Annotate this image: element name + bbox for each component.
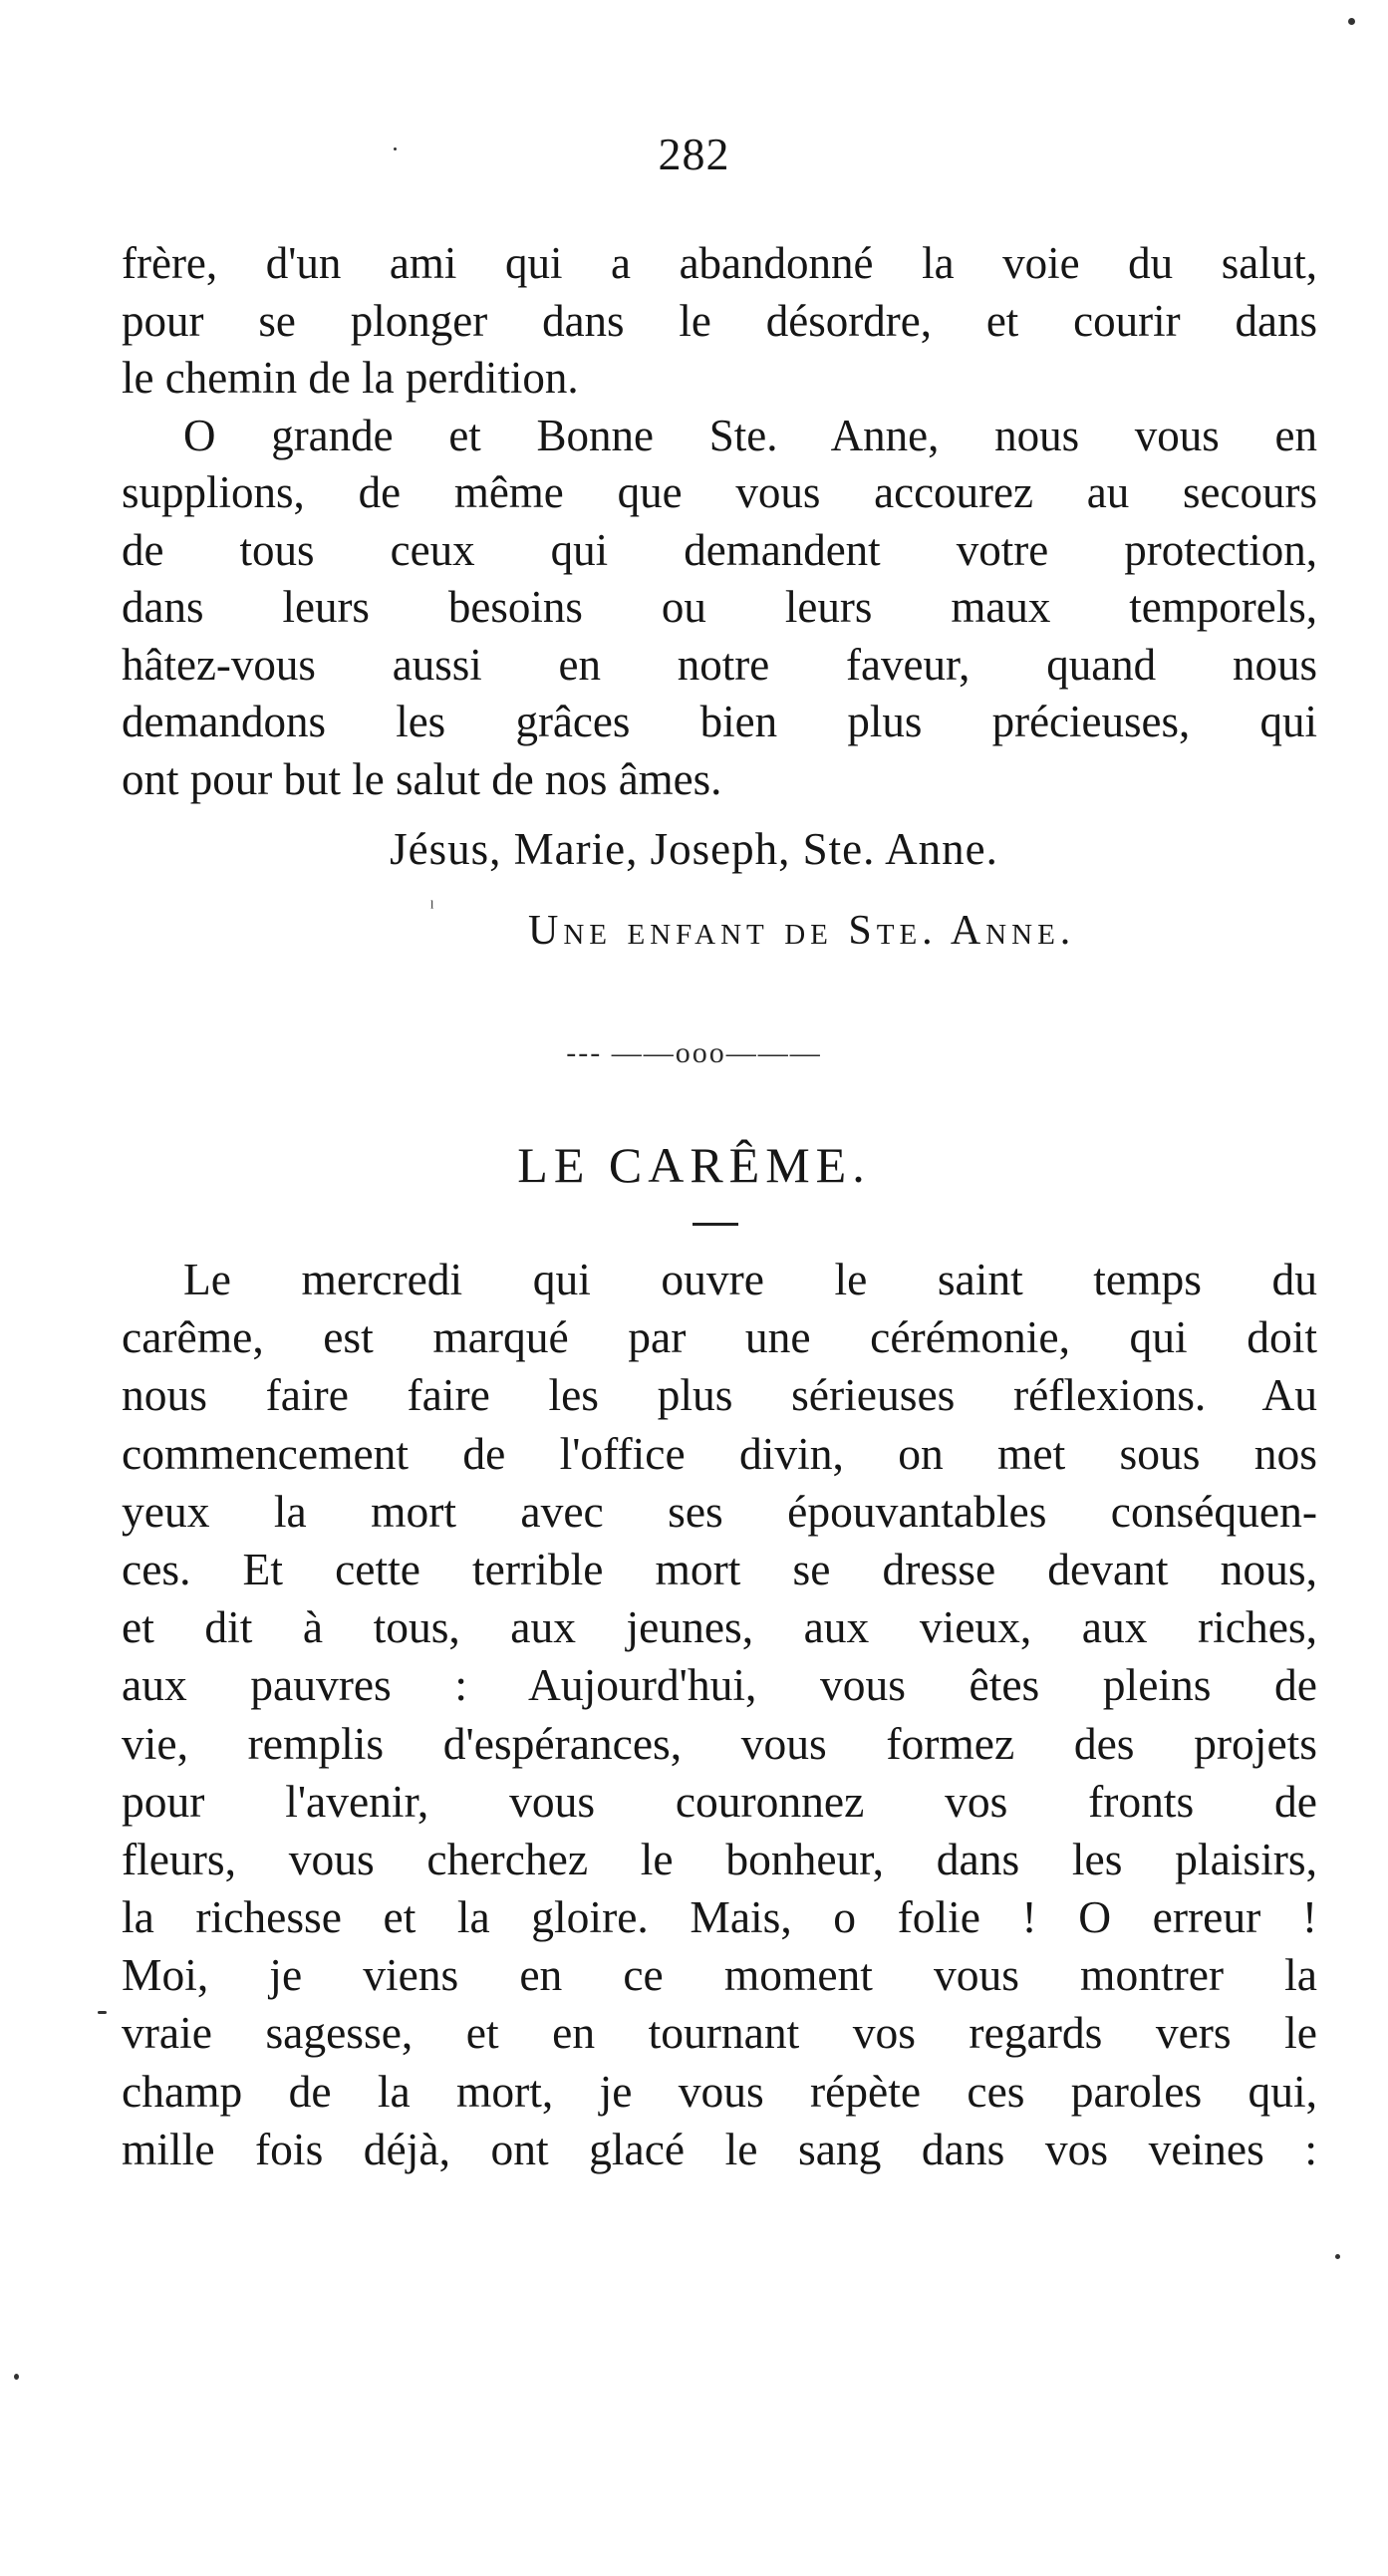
text-line: nous faire faire les plus sérieuses réflexions. Au <box>122 1369 1317 1421</box>
text-line: hâtez-vous aussi en notre faveur, quand nous <box>122 639 1317 690</box>
text-line: carême, est marqué par une cérémonie, qui doit <box>122 1311 1317 1363</box>
text-line: aux pauvres : Aujourd'hui, vous êtes pleins de <box>122 1659 1317 1711</box>
ink-speck <box>1348 18 1355 25</box>
text-line: demandons les grâces bien plus précieuses, qui <box>122 697 1317 746</box>
text-line: pour se plonger dans le désordre, et courir dans <box>122 295 1317 346</box>
text-line: commencement de l'office divin, on met sous nos <box>122 1427 1317 1479</box>
text-line: O grande et Bonne Ste. Anne, nous vous en <box>183 410 1317 460</box>
ink-speck <box>98 2011 107 2014</box>
text-line: et dit à tous, aux jeunes, aux vieux, aux riches, <box>122 1601 1317 1653</box>
apostrophe-mark: ˡ <box>430 897 434 919</box>
text-line: dans leurs besoins ou leurs maux temporels, <box>122 582 1317 632</box>
ink-speck <box>394 147 397 150</box>
text-line: ces. Et cette terrible mort se dresse devant nous, <box>122 1543 1317 1594</box>
ink-speck <box>14 2374 19 2380</box>
text-line: yeux la mort avec ses épouvantables conséquen- <box>122 1485 1317 1537</box>
text-line: vraie sagesse, et en tournant vos regards vers le <box>122 2007 1317 2059</box>
text-line: fleurs, vous cherchez le bonheur, dans les plaisirs, <box>122 1833 1317 1884</box>
text-line: vie, remplis d'espérances, vous formez des projets <box>122 1717 1317 1769</box>
paragraph-prayer <box>122 235 1317 808</box>
title-underline <box>693 1223 738 1226</box>
text-line: mille fois déjà, ont glacé le sang dans vos veines : <box>122 2123 1317 2174</box>
section-title: LE CARÊME. <box>517 1137 871 1193</box>
closing-invocation: Jésus, Marie, Joseph, Ste. Anne. <box>390 824 998 874</box>
text-line: le chemin de la perdition. <box>122 353 579 403</box>
text-line: la richesse et la gloire. Mais, o folie ! O erreur ! <box>122 1891 1317 1943</box>
text-line: supplions, de même que vous accourez au secours <box>122 467 1317 517</box>
text-line: ont pour but le salut de nos âmes. <box>122 753 722 804</box>
text-line: de tous ceux qui demandent votre protection, <box>122 524 1317 575</box>
text-line: champ de la mort, je vous répète ces paroles qui, <box>122 2065 1317 2117</box>
signature: Une enfant de Ste. Anne. <box>528 908 1076 954</box>
text-line: Le mercredi qui ouvre le saint temps du <box>183 1254 1317 1304</box>
section-separator: --- ——ooo——— <box>566 1036 822 1069</box>
page-number: 282 <box>658 129 730 179</box>
text-line: Moi, je viens en ce moment vous montrer la <box>122 1949 1317 2001</box>
text-line: pour l'avenir, vous couronnez vos fronts de <box>122 1775 1317 1827</box>
paragraph-careme <box>122 1251 1317 2178</box>
text-line: frère, d'un ami qui a abandonné la voie du salut, <box>122 238 1317 288</box>
ink-speck <box>1335 2254 1340 2259</box>
